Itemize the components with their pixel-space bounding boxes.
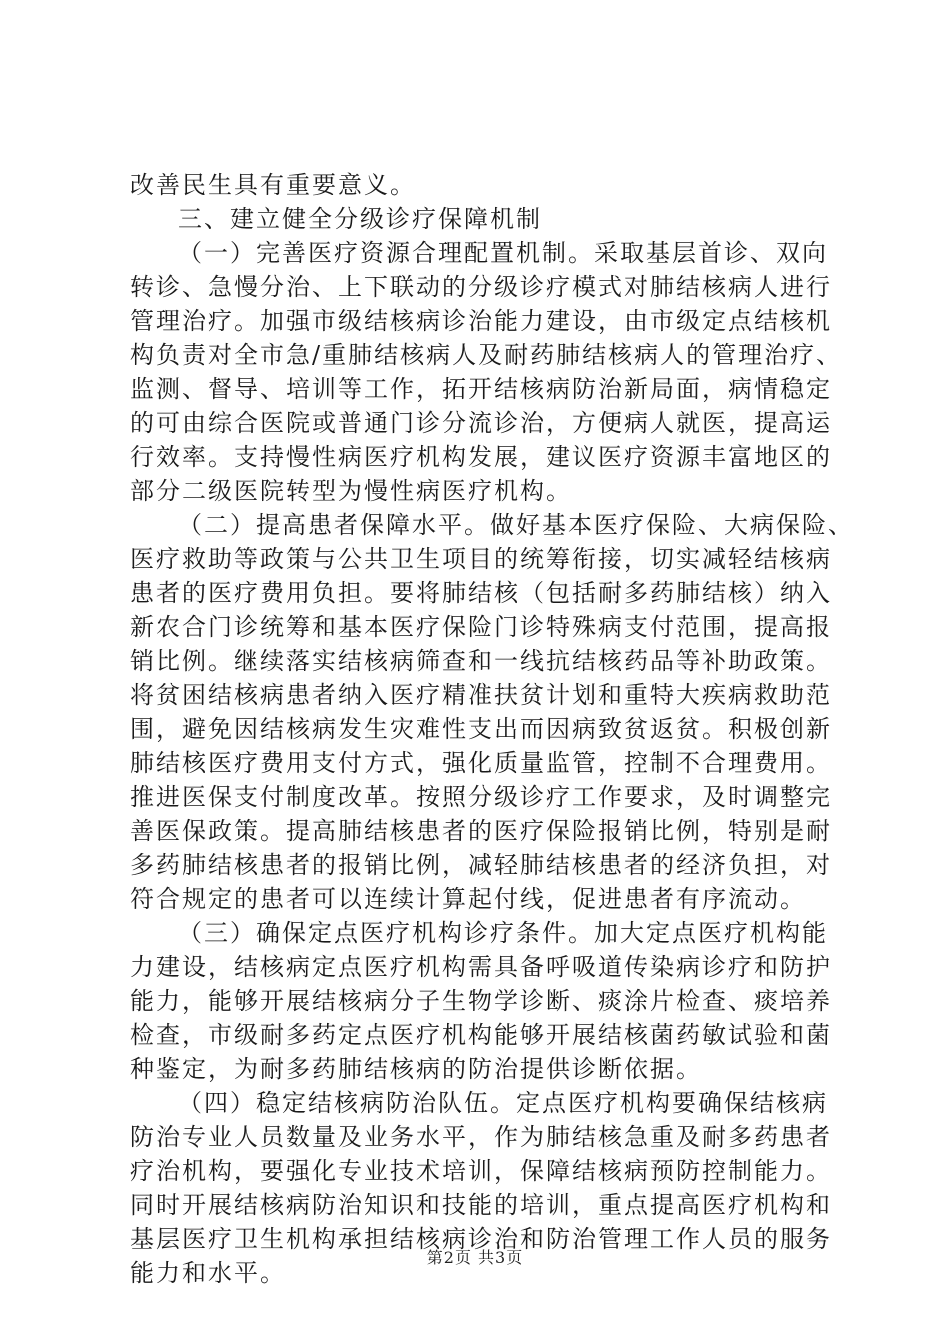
- text-line: 构负责对全市急/重肺结核病人及耐药肺结核病人的管理治疗、: [130, 341, 843, 369]
- text-line: 部分二级医院转型为慢性病医疗机构。: [130, 477, 572, 505]
- text-line: 能力和水平。: [130, 1259, 286, 1287]
- text-line: 肺结核医疗费用支付方式，强化质量监管，控制不合理费用。: [130, 749, 832, 777]
- text-line: 患者的医疗费用负担。要将肺结核（包括耐多药肺结核）纳入: [130, 579, 832, 607]
- text-line: 能力，能够开展结核病分子生物学诊断、痰涂片检查、痰培养: [130, 987, 832, 1015]
- document-body: [130, 168, 854, 1290]
- text-line: 疗治机构，要强化专业技术培训，保障结核病预防控制能力。: [130, 1157, 832, 1185]
- text-line: 新农合门诊统筹和基本医疗保险门诊特殊病支付范围，提高报: [130, 613, 832, 641]
- text-line: 将贫困结核病患者纳入医疗精准扶贫计划和重特大疾病救助范: [130, 681, 832, 709]
- page-footer: 第2页 共3页: [426, 1248, 524, 1267]
- text-line: 改善民生具有重要意义。: [130, 171, 416, 199]
- text-line: 基层医疗卫生机构承担结核病诊治和防治管理工作人员的服务: [130, 1225, 832, 1253]
- text-line: 种鉴定，为耐多药肺结核病的防治提供诊断依据。: [130, 1055, 702, 1083]
- text-line: 管理治疗。加强市级结核病诊治能力建设，由市级定点结核机: [130, 307, 832, 335]
- text-line: 推进医保支付制度改革。按照分级诊疗工作要求，及时调整完: [130, 783, 832, 811]
- text-line: 力建设，结核病定点医疗机构需具备呼吸道传染病诊疗和防护: [130, 953, 832, 981]
- text-line: （四）稳定结核病防治队伍。定点医疗机构要确保结核病: [178, 1089, 828, 1117]
- text-line: 三、建立健全分级诊疗保障机制: [178, 205, 542, 233]
- text-line: 的可由综合医院或普通门诊分流诊治，方便病人就医，提高运: [130, 409, 832, 437]
- text-line: 转诊、急慢分治、上下联动的分级诊疗模式对肺结核病人进行: [130, 273, 832, 301]
- text-line: （一）完善医疗资源合理配置机制。采取基层首诊、双向: [178, 239, 828, 267]
- text-line: 多药肺结核患者的报销比例，减轻肺结核患者的经济负担，对: [130, 851, 832, 879]
- text-line: 检查，市级耐多药定点医疗机构能够开展结核菌药敏试验和菌: [130, 1021, 832, 1049]
- text-line: 善医保政策。提高肺结核患者的医疗保险报销比例，特别是耐: [130, 817, 832, 845]
- text-line: 监测、督导、培训等工作，拓开结核病防治新局面，病情稳定: [130, 375, 832, 403]
- text-line: （二）提高患者保障水平。做好基本医疗保险、大病保险、: [178, 511, 854, 539]
- text-line: 围，避免因结核病发生灾难性支出而因病致贫返贫。积极创新: [130, 715, 832, 743]
- text-line: 符合规定的患者可以连续计算起付线，促进患者有序流动。: [130, 885, 806, 913]
- text-line: 同时开展结核病防治知识和技能的培训，重点提高医疗机构和: [130, 1191, 832, 1219]
- text-line: 医疗救助等政策与公共卫生项目的统筹衔接，切实减轻结核病: [130, 545, 832, 573]
- text-line: 销比例。继续落实结核病筛查和一线抗结核药品等补助政策。: [130, 647, 832, 675]
- text-line: 行效率。支持慢性病医疗机构发展，建议医疗资源丰富地区的: [130, 443, 832, 471]
- text-line: （三）确保定点医疗机构诊疗条件。加大定点医疗机构能: [178, 919, 828, 947]
- text-line: 防治专业人员数量及业务水平，作为肺结核急重及耐多药患者: [130, 1123, 832, 1151]
